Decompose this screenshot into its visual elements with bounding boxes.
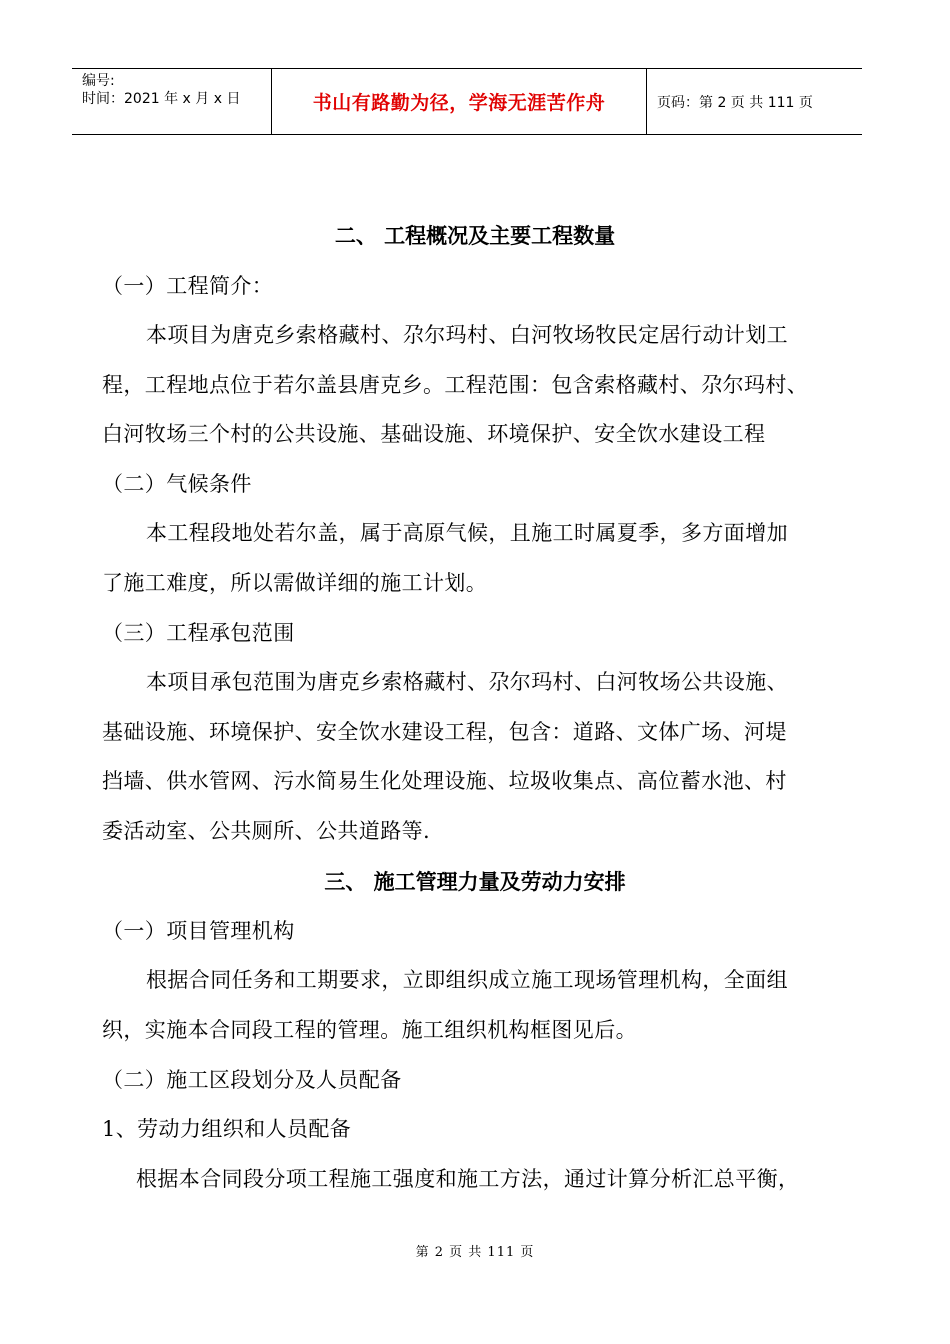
header-motto-cell (272, 69, 647, 134)
header-page-cell (647, 69, 862, 134)
document-date-label: 时间：2021 年 x 月 x 日 (82, 91, 241, 107)
paragraph-line: 根据本合同段分项工程施工强度和施工方法，通过计算分析汇总平衡， (136, 1167, 800, 1191)
subsection-title: （一）工程简介： (102, 274, 274, 298)
page-footer: 第 2 页 共 111 页 (415, 1245, 535, 1260)
paragraph-line: 织，实施本合同段工程的管理。施工组织机构框图见后。 (102, 1018, 637, 1042)
header-meta-cell (72, 69, 272, 134)
subsection-title: （二）施工区段划分及人员配备 (102, 1068, 402, 1092)
document-number-label: 编号: (82, 73, 115, 89)
header-motto: 书山有路勤为径，学海无涯苦作舟 (312, 92, 606, 114)
paragraph-line: 挡墙、供水管网、污水简易生化处理设施、垃圾收集点、高位蓄水池、村 (102, 769, 787, 793)
header-table (72, 68, 862, 135)
subsection-title: （二）气候条件 (102, 472, 252, 496)
paragraph-line: 了施工难度，所以需做详细的施工计划。 (102, 571, 488, 595)
header-page-info: 页码：第 2 页 共 111 页 (657, 94, 813, 111)
subsection-title: （三）工程承包范围 (102, 621, 295, 645)
numbered-item: 1、劳动力组织和人员配备 (102, 1117, 352, 1141)
paragraph-line: 本项目为唐克乡索格藏村、尕尔玛村、白河牧场牧民定居行动计划工 (146, 323, 788, 347)
section-heading: 二、 工程概况及主要工程数量 (334, 224, 616, 248)
paragraph-line: 白河牧场三个村的公共设施、基础设施、环境保护、安全饮水建设工程 (102, 422, 766, 446)
section-heading: 三、 施工管理力量及劳动力安排 (324, 870, 626, 894)
paragraph-line: 根据合同任务和工期要求，立即组织成立施工现场管理机构，全面组 (146, 968, 788, 992)
subsection-title: （一）项目管理机构 (102, 919, 295, 943)
paragraph-line: 本项目承包范围为唐克乡索格藏村、尕尔玛村、白河牧场公共设施、 (146, 670, 788, 694)
paragraph-line: 基础设施、环境保护、安全饮水建设工程，包含：道路、文体广场、河堤 (102, 720, 787, 744)
paragraph-line: 程，工程地点位于若尔盖县唐克乡。工程范围：包含索格藏村、尕尔玛村、 (102, 373, 809, 397)
paragraph-line: 委活动室、公共厕所、公共道路等. (102, 819, 431, 843)
paragraph-line: 本工程段地处若尔盖，属于高原气候，且施工时属夏季，多方面增加 (146, 521, 788, 545)
